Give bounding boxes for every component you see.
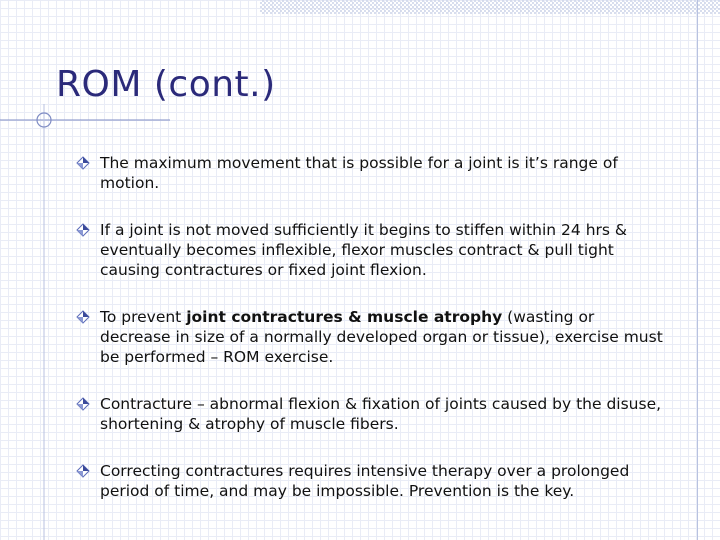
bullet-text-pre: To prevent: [100, 308, 187, 326]
diamond-bullet-icon: [76, 156, 90, 170]
bullet-text: If a joint is not moved sufficiently it begins to stiffen within 24 hrs & eventually becomes inflexible, flexor muscles contract & pull tight causing contractures or fixed joint flexion.: [100, 221, 627, 279]
bullet-text-post: (wasting or decrease in size of a normally developed organ or tissue), exercise must be performed – ROM exercise.: [100, 308, 663, 366]
bullet-text-bold: joint contractures & muscle atrophy: [186, 308, 503, 326]
diamond-bullet-icon: [76, 310, 90, 324]
corner-pattern-decoration: [260, 0, 720, 14]
bullet-item: [76, 307, 666, 367]
bullet-item: [76, 220, 666, 280]
diamond-bullet-icon: [76, 464, 90, 478]
bullet-item: [76, 394, 666, 434]
slide-title: ROM (cont.): [56, 64, 276, 105]
bullet-list: [76, 150, 666, 501]
bullet-item: [76, 461, 666, 501]
bullet-text: Contracture – abnormal flexion & fixation of joints caused by the disuse, shortening & atrophy of muscle fibers.: [100, 395, 662, 433]
diamond-bullet-icon: [76, 397, 90, 411]
right-guide-line: [697, 0, 698, 540]
diamond-bullet-icon: [76, 223, 90, 237]
bullet-text: The maximum movement that is possible for a joint is it’s range of motion.: [100, 154, 618, 192]
bullet-item: [76, 153, 666, 193]
bullet-text: Correcting contractures requires intensive therapy over a prolonged period of time, and may be impossible. Prevention is the key.: [100, 462, 630, 500]
